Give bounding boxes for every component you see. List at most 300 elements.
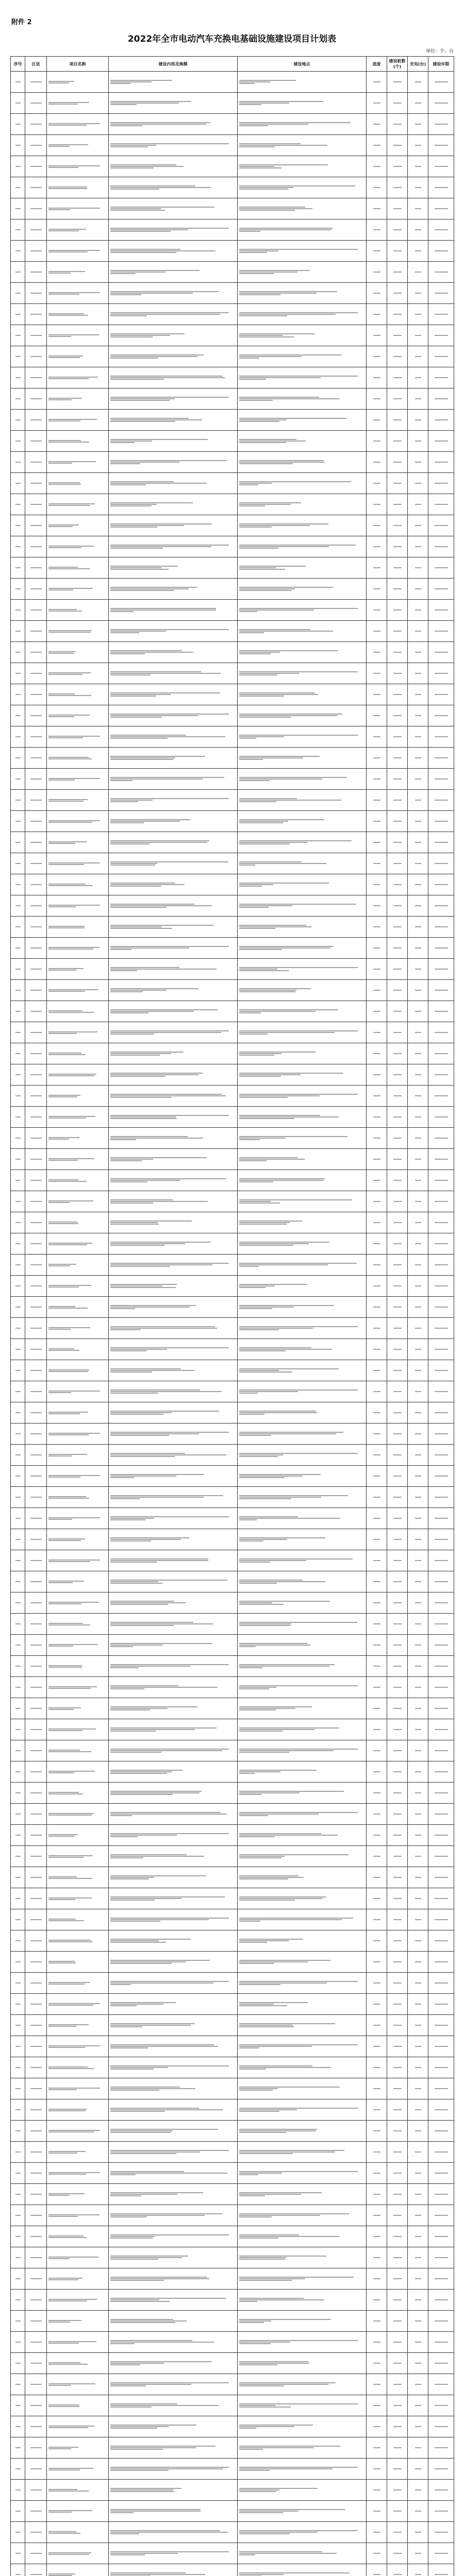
table-cell [11, 1086, 25, 1107]
table-cell [428, 1846, 454, 1867]
table-cell [367, 748, 387, 769]
table-cell [11, 1656, 25, 1677]
table-cell [47, 2437, 109, 2459]
table-cell [47, 1064, 109, 1086]
table-cell [25, 705, 47, 726]
table-cell [367, 1107, 387, 1128]
table-cell [428, 1423, 454, 1445]
table-cell [238, 283, 367, 304]
table-row [11, 2121, 454, 2142]
table-cell [47, 1529, 109, 1550]
table-cell [387, 198, 408, 219]
table-cell [47, 473, 109, 494]
table-cell [11, 1719, 25, 1740]
table-cell [109, 2205, 238, 2226]
table-cell [47, 1635, 109, 1656]
table-cell [25, 790, 47, 811]
table-cell [408, 2015, 428, 2036]
table-cell [367, 325, 387, 346]
table-cell [25, 388, 47, 410]
table-cell [428, 917, 454, 938]
table-cell [25, 684, 47, 705]
table-cell [387, 938, 408, 959]
table-cell [47, 684, 109, 705]
table-cell [25, 959, 47, 980]
table-cell [25, 1656, 47, 1677]
table-cell [367, 1487, 387, 1508]
table-cell [408, 1677, 428, 1698]
table-row [11, 262, 454, 283]
table-cell [47, 410, 109, 431]
table-cell [109, 1297, 238, 1318]
table-row [11, 2416, 454, 2437]
table-cell [109, 1001, 238, 1022]
table-cell [47, 1761, 109, 1783]
table-cell [25, 2522, 47, 2543]
table-cell [11, 1909, 25, 1930]
table-cell [25, 1086, 47, 1107]
table-cell [109, 663, 238, 684]
table-cell [238, 790, 367, 811]
table-row [11, 2099, 454, 2121]
table-row [11, 2459, 454, 2480]
table-cell [11, 2395, 25, 2416]
table-cell [408, 621, 428, 642]
table-cell [428, 1170, 454, 1191]
table-cell [11, 2226, 25, 2247]
table-cell [238, 494, 367, 515]
table-cell [428, 410, 454, 431]
table-cell [25, 811, 47, 832]
table-cell [387, 1466, 408, 1487]
table-cell [367, 557, 387, 579]
table-cell [11, 1994, 25, 2015]
table-cell [408, 262, 428, 283]
table-cell [109, 959, 238, 980]
table-row [11, 219, 454, 241]
table-cell [428, 536, 454, 557]
table-cell [387, 621, 408, 642]
table-cell [367, 536, 387, 557]
table-cell [109, 1445, 238, 1466]
table-cell [25, 304, 47, 325]
table-row [11, 2163, 454, 2184]
table-cell [428, 515, 454, 536]
table-row [11, 1402, 454, 1423]
table-cell [367, 621, 387, 642]
table-cell [428, 1255, 454, 1276]
table-cell [428, 1360, 454, 1381]
table-cell [387, 1719, 408, 1740]
table-cell [238, 452, 367, 473]
table-cell [238, 1635, 367, 1656]
table-cell [25, 1930, 47, 1952]
table-cell [428, 1381, 454, 1402]
table-cell [428, 1909, 454, 1930]
table-cell [238, 1360, 367, 1381]
table-cell [367, 2332, 387, 2353]
table-cell [47, 2036, 109, 2057]
table-cell [428, 494, 454, 515]
table-cell [238, 1529, 367, 1550]
table-cell [25, 1635, 47, 1656]
table-cell [109, 2564, 238, 2576]
table-cell [387, 895, 408, 917]
table-cell [387, 1001, 408, 1022]
table-cell [109, 1909, 238, 1930]
table-cell [387, 1445, 408, 1466]
table-cell [109, 1423, 238, 1445]
table-cell [25, 2036, 47, 2057]
table-cell [408, 1508, 428, 1529]
table-cell [47, 1318, 109, 1339]
table-cell [238, 600, 367, 621]
table-row [11, 2057, 454, 2078]
table-cell [47, 346, 109, 367]
table-cell [387, 1318, 408, 1339]
table-cell [238, 156, 367, 177]
table-cell [387, 2501, 408, 2522]
table-cell [109, 2311, 238, 2332]
table-cell [367, 1001, 387, 1022]
table-cell [428, 2205, 454, 2226]
table-cell [367, 2395, 387, 2416]
table-body [11, 72, 454, 2576]
table-row [11, 388, 454, 410]
table-cell [387, 410, 408, 431]
table-cell [47, 304, 109, 325]
table-cell [367, 938, 387, 959]
table-cell [408, 1952, 428, 1973]
table-cell [428, 980, 454, 1001]
table-cell [109, 748, 238, 769]
table-cell [25, 1571, 47, 1592]
table-cell [408, 1255, 428, 1276]
table-cell [367, 980, 387, 1001]
table-cell [109, 1761, 238, 1783]
table-cell [408, 536, 428, 557]
table-cell [11, 1698, 25, 1719]
table-cell [238, 1107, 367, 1128]
table-cell [408, 2311, 428, 2332]
table-row [11, 1825, 454, 1846]
table-cell [387, 1487, 408, 1508]
table-cell [428, 304, 454, 325]
table-row [11, 2142, 454, 2163]
table-cell [428, 1064, 454, 1086]
table-cell [25, 1170, 47, 1191]
table-cell [238, 2416, 367, 2437]
table-cell [408, 515, 428, 536]
table-cell [109, 621, 238, 642]
table-cell [387, 494, 408, 515]
table-row [11, 705, 454, 726]
table-cell [387, 557, 408, 579]
table-cell [47, 1381, 109, 1402]
table-cell [25, 1064, 47, 1086]
table-row [11, 1318, 454, 1339]
table-cell [109, 2395, 238, 2416]
table-cell [387, 156, 408, 177]
table-cell [109, 2078, 238, 2099]
table-cell [428, 1508, 454, 1529]
table-cell [109, 2353, 238, 2374]
table-cell [11, 2416, 25, 2437]
table-cell [367, 1233, 387, 1255]
table-cell [428, 198, 454, 219]
table-cell [387, 1276, 408, 1297]
table-cell [387, 2564, 408, 2576]
table-cell [408, 2564, 428, 2576]
table-cell [47, 2247, 109, 2268]
table-cell [109, 2480, 238, 2501]
table-cell [408, 1909, 428, 1930]
table-cell [11, 1740, 25, 1761]
col-header: 项目名称 [47, 57, 109, 72]
table-cell [47, 2078, 109, 2099]
table-cell [25, 1212, 47, 1233]
table-cell [408, 769, 428, 790]
table-cell [408, 895, 428, 917]
table-row [11, 93, 454, 114]
table-cell [367, 2247, 387, 2268]
table-row [11, 600, 454, 621]
table-cell [367, 1888, 387, 1909]
table-cell [367, 959, 387, 980]
table-cell [238, 93, 367, 114]
table-row [11, 536, 454, 557]
table-cell [367, 2459, 387, 2480]
table-cell [47, 72, 109, 93]
table-cell [367, 262, 387, 283]
table-cell [109, 1698, 238, 1719]
table-cell [387, 2205, 408, 2226]
table-cell [25, 663, 47, 684]
table-row [11, 2205, 454, 2226]
table-cell [47, 642, 109, 663]
table-cell [238, 938, 367, 959]
table-cell [238, 2142, 367, 2163]
table-cell [367, 2078, 387, 2099]
table-cell [367, 917, 387, 938]
table-cell [408, 1614, 428, 1635]
table-cell [408, 431, 428, 452]
table-row [11, 811, 454, 832]
table-cell [238, 663, 367, 684]
table-cell [47, 536, 109, 557]
table-cell [109, 2332, 238, 2353]
page-title: 2022年全市电动汽车充换电基础设施建设项目计划表 [127, 34, 337, 44]
table-cell [109, 219, 238, 241]
table-row [11, 853, 454, 874]
table-cell [428, 1339, 454, 1360]
table-cell [109, 2543, 238, 2564]
table-cell [11, 283, 25, 304]
table-cell [11, 790, 25, 811]
table-cell [367, 1825, 387, 1846]
table-cell [367, 600, 387, 621]
table-cell [387, 1740, 408, 1761]
table-cell [238, 2395, 367, 2416]
table-cell [387, 1804, 408, 1825]
table-cell [25, 1698, 47, 1719]
table-cell [367, 2121, 387, 2142]
table-row [11, 1339, 454, 1360]
table-cell [25, 2501, 47, 2522]
table-cell [238, 135, 367, 156]
table-cell [25, 642, 47, 663]
table-cell [387, 2268, 408, 2290]
table-cell [11, 1930, 25, 1952]
table-cell [25, 93, 47, 114]
table-cell [387, 2099, 408, 2121]
table-cell [25, 938, 47, 959]
table-cell [408, 579, 428, 600]
table-cell [428, 2374, 454, 2395]
table-cell [387, 431, 408, 452]
table-cell [367, 790, 387, 811]
table-cell [408, 177, 428, 198]
table-cell [25, 1888, 47, 1909]
table-cell [238, 1487, 367, 1508]
table-cell [238, 2543, 367, 2564]
table-cell [367, 663, 387, 684]
table-cell [387, 1255, 408, 1276]
table-cell [25, 2416, 47, 2437]
table-cell [408, 2395, 428, 2416]
table-cell [25, 1994, 47, 2015]
table-cell [408, 1719, 428, 1740]
table-cell [238, 1445, 367, 1466]
table-cell [11, 2290, 25, 2311]
table-cell [428, 2142, 454, 2163]
table-cell [47, 262, 109, 283]
table-cell [11, 1255, 25, 1276]
table-cell [25, 1339, 47, 1360]
table-cell [47, 917, 109, 938]
table-cell [367, 1592, 387, 1614]
table-cell [238, 2501, 367, 2522]
table-cell [47, 114, 109, 135]
table-cell [109, 1402, 238, 1423]
table-row [11, 241, 454, 262]
table-cell [109, 1466, 238, 1487]
table-cell [238, 2522, 367, 2543]
table-cell [367, 1360, 387, 1381]
table-cell [47, 1952, 109, 1973]
table-cell [408, 2247, 428, 2268]
table-cell [387, 1909, 408, 1930]
table-cell [408, 1825, 428, 1846]
table-cell [11, 600, 25, 621]
table-cell [387, 2480, 408, 2501]
table-cell [11, 2057, 25, 2078]
table-cell [11, 2036, 25, 2057]
table-cell [47, 1339, 109, 1360]
table-cell [367, 304, 387, 325]
table-cell [408, 1212, 428, 1233]
table-cell [47, 1698, 109, 1719]
table-cell [367, 2564, 387, 2576]
table-row [11, 621, 454, 642]
table-cell [408, 1592, 428, 1614]
table-cell [387, 283, 408, 304]
table-cell [11, 1550, 25, 1571]
table-cell [11, 663, 25, 684]
table-cell [428, 557, 454, 579]
table-cell [25, 1233, 47, 1255]
table-cell [387, 1128, 408, 1149]
table-cell [238, 2205, 367, 2226]
table-cell [25, 1825, 47, 1846]
table-cell [367, 1804, 387, 1825]
table-cell [387, 2015, 408, 2036]
table-cell [428, 1698, 454, 1719]
table-cell [47, 1255, 109, 1276]
table-cell [25, 1804, 47, 1825]
table-cell [238, 1550, 367, 1571]
table-cell [238, 1086, 367, 1107]
table-cell [238, 2480, 367, 2501]
table-cell [367, 2268, 387, 2290]
table-cell [47, 156, 109, 177]
table-cell [109, 2142, 238, 2163]
table-cell [11, 642, 25, 663]
table-cell [109, 2121, 238, 2142]
table-cell [47, 1592, 109, 1614]
table-cell [428, 1022, 454, 1043]
table-row [11, 938, 454, 959]
table-cell [109, 1043, 238, 1064]
table-cell [238, 959, 367, 980]
table-cell [387, 346, 408, 367]
table-cell [25, 1043, 47, 1064]
annex-label: 附件 2 [11, 19, 32, 26]
table-row [11, 769, 454, 790]
table-cell [387, 1698, 408, 1719]
table-cell [47, 2099, 109, 2121]
table-cell [408, 283, 428, 304]
table-cell [11, 769, 25, 790]
table-cell [25, 2564, 47, 2576]
table-cell [408, 1191, 428, 1212]
table-cell [47, 2015, 109, 2036]
table-cell [25, 325, 47, 346]
table-cell [47, 748, 109, 769]
table-cell [408, 2332, 428, 2353]
table-cell [387, 2522, 408, 2543]
table-cell [47, 2543, 109, 2564]
table-cell [428, 1994, 454, 2015]
table-cell [408, 1339, 428, 1360]
table-cell [408, 2142, 428, 2163]
table-cell [367, 410, 387, 431]
table-cell [238, 2015, 367, 2036]
table-cell [428, 959, 454, 980]
table-cell [428, 1614, 454, 1635]
table-cell [25, 726, 47, 748]
table-cell [47, 1445, 109, 1466]
table-cell [367, 2311, 387, 2332]
table-cell [238, 726, 367, 748]
table-row [11, 1677, 454, 1698]
table-cell [408, 1402, 428, 1423]
table-cell [25, 410, 47, 431]
table-cell [367, 431, 387, 452]
table-cell [11, 2247, 25, 2268]
table-cell [11, 1212, 25, 1233]
table-cell [109, 1994, 238, 2015]
